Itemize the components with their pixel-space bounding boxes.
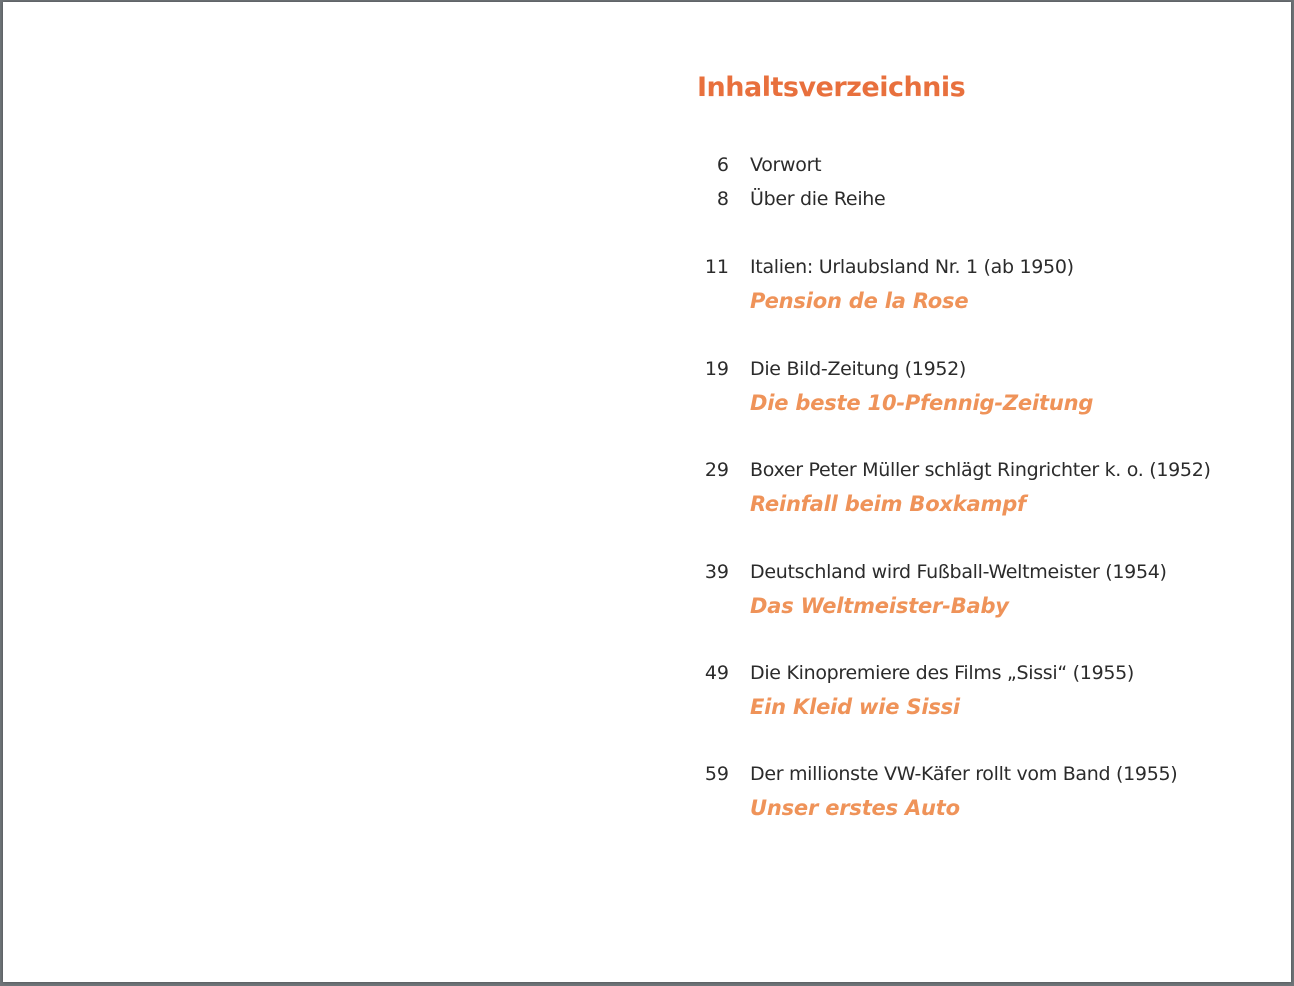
toc-front-entry <box>687 188 1247 221</box>
toc-chapter-entry <box>687 561 1247 627</box>
toc-chapter-entry <box>687 662 1247 728</box>
toc-chapter-entry <box>687 256 1247 322</box>
toc-page-number: 49 <box>704 662 729 684</box>
toc-chapter-event: Deutschland wird Fußball-Weltmeister (1954) <box>750 561 1167 583</box>
toc-page-number: 59 <box>704 763 729 785</box>
left-page-blank <box>3 2 647 982</box>
toc-chapter-event: Boxer Peter Müller schlägt Ringrichter k. o. (1952) <box>750 459 1211 481</box>
toc-page-number: 6 <box>716 154 729 176</box>
toc-page-number: 29 <box>704 459 729 481</box>
toc-chapter-event: Die Bild-Zeitung (1952) <box>750 358 967 380</box>
toc-chapter-title: Ein Kleid wie Sissi <box>750 695 960 719</box>
toc-page-number: 19 <box>704 358 729 380</box>
toc-chapter-entry <box>687 358 1247 424</box>
toc-chapter-title: Unser erstes Auto <box>750 796 960 820</box>
toc-chapter-event: Die Kinopremiere des Films „Sissi“ (1955) <box>750 662 1135 684</box>
toc-chapter-entry <box>687 763 1247 829</box>
toc-entry-text: Vorwort <box>750 154 822 176</box>
toc-chapter-title: Die beste 10-Pfennig-Zeitung <box>750 391 1094 415</box>
toc-chapter-event: Der millionste VW-Käfer rollt vom Band (1955) <box>750 763 1178 785</box>
toc-page-number: 11 <box>704 256 729 278</box>
toc-chapter-title: Reinfall beim Boxkampf <box>750 492 1026 516</box>
toc-chapter-entry <box>687 459 1247 525</box>
toc-page-number: 8 <box>716 188 729 210</box>
book-spread <box>3 2 1291 982</box>
toc-front-entry <box>687 154 1247 187</box>
toc-chapter-event: Italien: Urlaubsland Nr. 1 (ab 1950) <box>750 256 1074 278</box>
right-page-contents <box>647 2 1291 982</box>
toc-entry-text: Über die Reihe <box>750 188 886 210</box>
page-title: Inhaltsverzeichnis <box>697 72 966 103</box>
toc-chapter-title: Pension de la Rose <box>750 289 969 313</box>
toc-page-number: 39 <box>704 561 729 583</box>
toc-chapter-title: Das Weltmeister-Baby <box>750 594 1009 618</box>
